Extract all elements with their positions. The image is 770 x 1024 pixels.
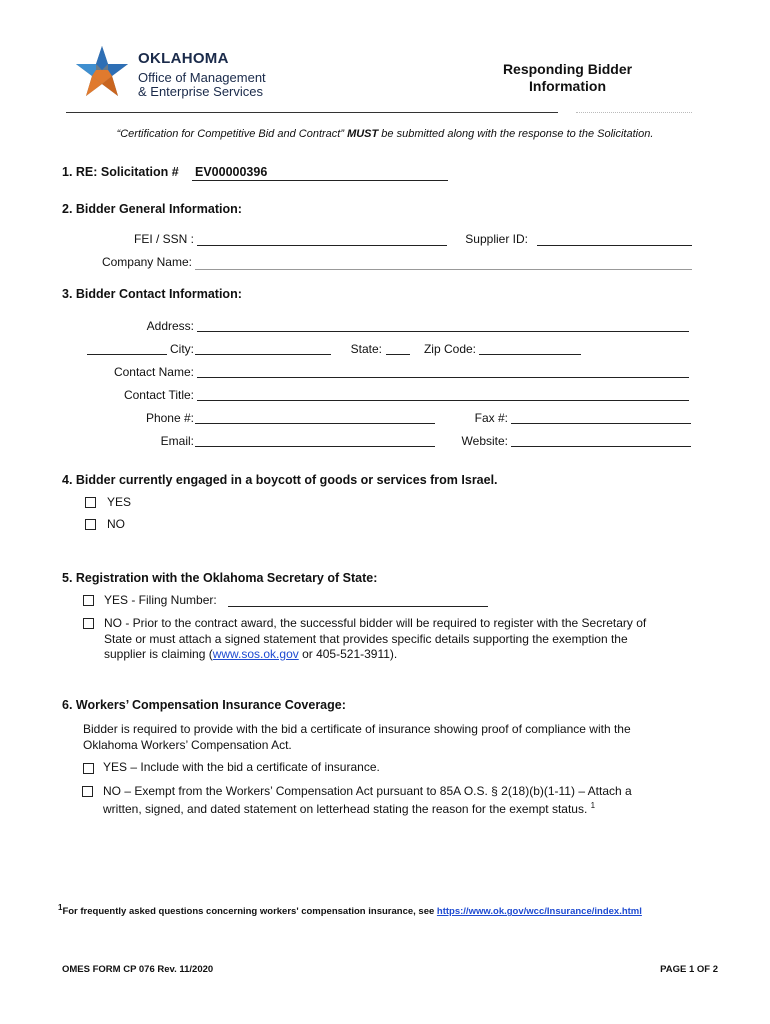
address-field[interactable] [197, 331, 689, 332]
section-6-label: 6. Workers’ Compensation Insurance Coverage: [62, 698, 346, 712]
workers-comp-desc-line-2: Oklahoma Workers’ Compensation Act. [83, 738, 292, 752]
section-1-label: 1. RE: Solicitation # [62, 165, 179, 179]
submission-note [0, 128, 770, 140]
contact-name-label: Contact Name: [113, 365, 194, 379]
sos-no-text-line-2: State or must attach a signed statement that provides specific details supporting the exemption the [104, 632, 628, 646]
workers-comp-desc-line-1: Bidder is required to provide with the bid a certificate of insurance showing proof of compliance with the [83, 722, 631, 736]
sos-website-link[interactable]: www.sos.ok.gov [212, 647, 299, 661]
sos-no-checkbox[interactable] [83, 618, 94, 629]
company-name-field[interactable] [195, 269, 692, 270]
sos-no-prefix: supplier is claiming ( [104, 647, 213, 661]
sos-yes-label: YES - Filing Number: [104, 593, 217, 607]
workers-comp-no-line-2-text: written, signed, and dated statement on letterhead stating the reason for the exempt status. [103, 802, 588, 816]
header-divider [66, 112, 558, 113]
workers-comp-yes-label: YES – Include with the bid a certificate of insurance. [103, 760, 380, 774]
workers-comp-no-line-1: NO – Exempt from the Workers’ Compensation Act pursuant to 85A O.S. § 2(18)(b)(1-11) – Attach a [103, 784, 632, 798]
note-prefix: “Certification for Competitive Bid and Contract” [116, 128, 348, 140]
sos-yes-checkbox[interactable] [83, 595, 94, 606]
org-line-2: & Enterprise Services [138, 84, 263, 99]
israel-boycott-no-checkbox[interactable] [85, 519, 96, 530]
footnote [58, 903, 642, 917]
solicitation-number: EV00000396 [195, 165, 268, 179]
sos-no-text-line-3 [104, 646, 397, 662]
fei-ssn-label: FEI / SSN : [133, 232, 194, 246]
fax-label: Fax #: [474, 411, 508, 425]
city-label: City: [170, 342, 194, 356]
israel-boycott-no-label: NO [107, 517, 125, 531]
israel-boycott-yes-checkbox[interactable] [85, 497, 96, 508]
state-field[interactable] [386, 354, 410, 355]
contact-title-label: Contact Title: [123, 388, 194, 402]
website-field[interactable] [511, 446, 691, 447]
note-emphasis: MUST [347, 128, 379, 140]
company-name-label: Company Name: [101, 255, 192, 269]
section-4-label: 4. Bidder currently engaged in a boycott of goods or services from Israel. [62, 473, 498, 487]
footnote-text: For frequently asked questions concerning workers' compensation insurance, see [62, 906, 437, 918]
contact-title-field[interactable] [197, 400, 689, 401]
city-field[interactable] [195, 354, 331, 355]
footnote-reference: 1 [590, 801, 596, 810]
form-title-line-1: Responding Bidder [502, 61, 633, 77]
sos-no-text-line-1: NO - Prior to the contract award, the successful bidder will be required to register with the Secretary of [104, 616, 647, 630]
workers-comp-no-line-2 [103, 798, 595, 817]
email-label: Email: [160, 434, 194, 448]
phone-field[interactable] [195, 423, 435, 424]
supplier-id-field[interactable] [537, 245, 692, 246]
section-5-label: 5. Registration with the Oklahoma Secretary of State: [62, 571, 378, 585]
solicitation-field[interactable] [192, 180, 448, 181]
israel-boycott-yes-label: YES [107, 495, 132, 509]
fei-ssn-field[interactable] [197, 245, 447, 246]
omes-logo-star-icon [72, 44, 132, 102]
sos-no-suffix: or 405-521-3911). [298, 647, 398, 661]
state-label: State: [350, 342, 382, 356]
workers-comp-no-checkbox[interactable] [82, 786, 93, 797]
footnote-mark: 1 [58, 903, 63, 912]
website-label: Website: [461, 434, 508, 448]
contact-name-field[interactable] [197, 377, 689, 378]
note-suffix: be submitted along with the response to the Solicitation. [378, 128, 654, 140]
page-number: PAGE 1 OF 2 [660, 964, 718, 975]
email-field[interactable] [195, 446, 435, 447]
supplier-id-label: Supplier ID: [465, 232, 528, 246]
section-2-label: 2. Bidder General Information: [62, 202, 242, 216]
form-title-line-2: Information [529, 78, 606, 94]
fax-field[interactable] [511, 423, 691, 424]
phone-label: Phone #: [145, 411, 194, 425]
workers-comp-yes-checkbox[interactable] [83, 763, 94, 774]
footnote-link[interactable]: https://www.ok.gov/wcc/Insurance/index.html [436, 906, 642, 918]
filing-number-field[interactable] [228, 606, 488, 607]
zip-code-field[interactable] [479, 354, 581, 355]
zip-code-label: Zip Code: [423, 342, 476, 356]
address-label: Address: [146, 319, 194, 333]
form-id: OMES FORM CP 076 Rev. 11/2020 [62, 964, 214, 975]
header-divider-dotted [576, 112, 692, 113]
org-name: OKLAHOMA [138, 50, 229, 67]
org-line-1: Office of Management [138, 70, 266, 85]
section-3-label: 3. Bidder Contact Information: [62, 287, 242, 301]
